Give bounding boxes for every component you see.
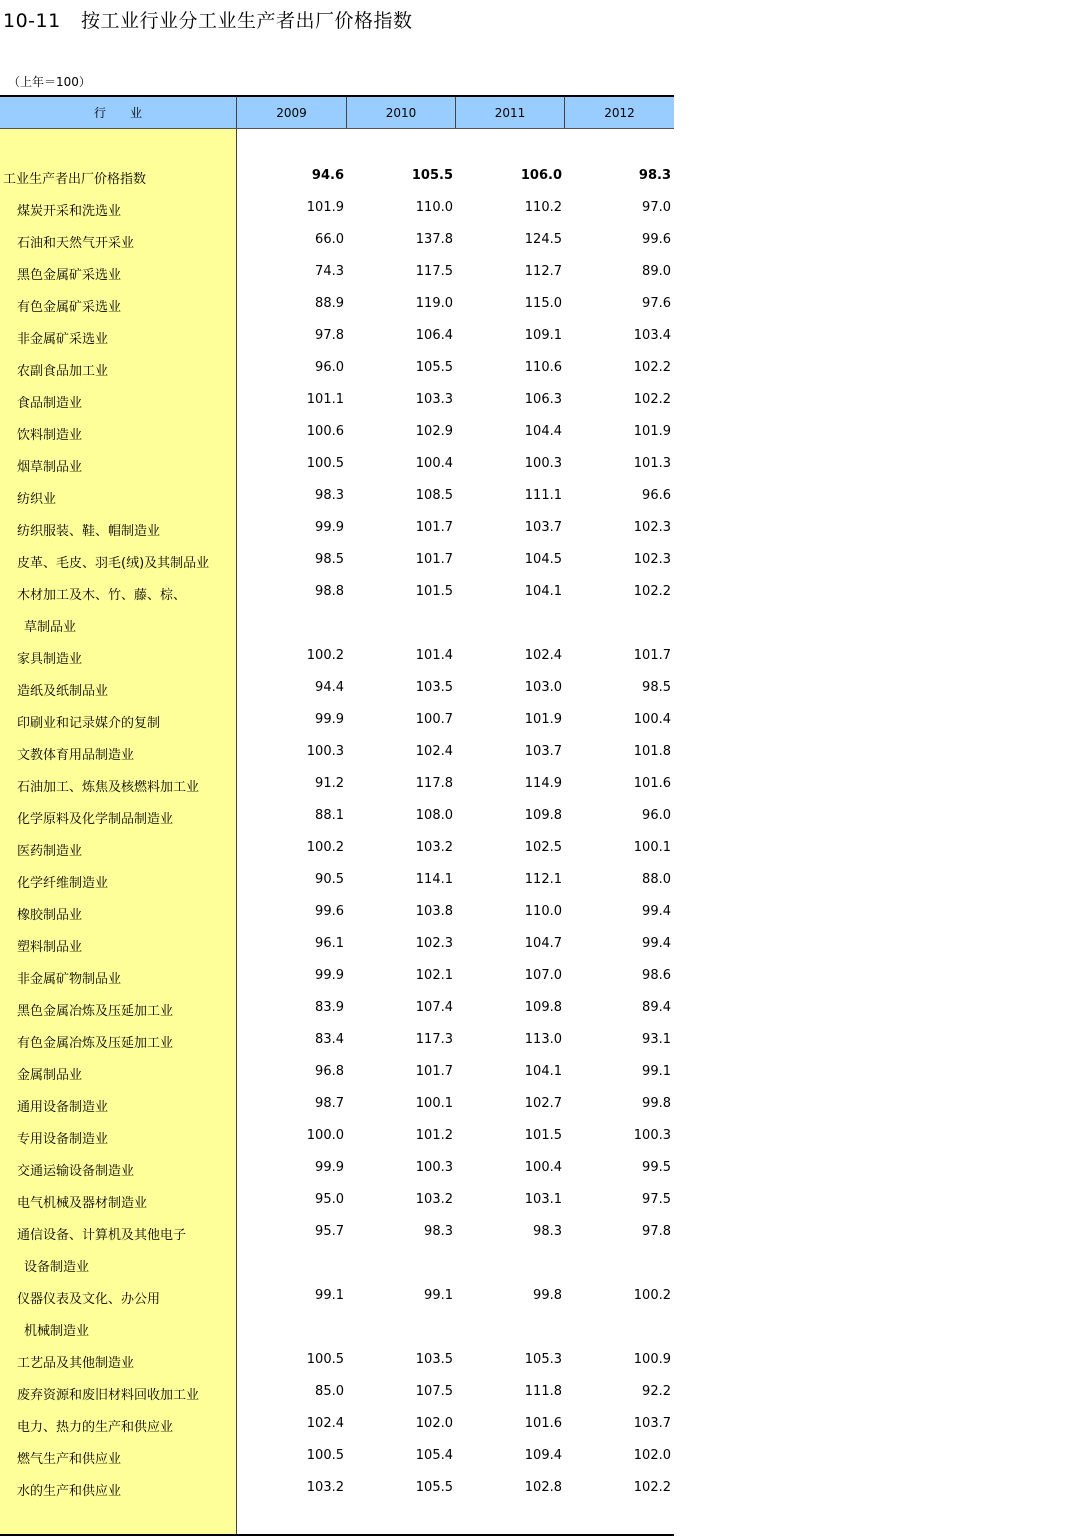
value-2012: 101.9 — [633, 424, 671, 439]
value-2009: 100.5 — [306, 1352, 344, 1367]
table-row — [0, 1345, 674, 1377]
table-row — [0, 225, 674, 257]
header-year-2011: 2011 — [494, 106, 526, 120]
value-2010: 106.4 — [415, 328, 453, 343]
table-row — [0, 1057, 674, 1089]
value-2010: 103.5 — [415, 680, 453, 695]
value-2012: 99.4 — [642, 936, 671, 951]
value-2011: 111.8 — [524, 1384, 562, 1399]
table-row — [0, 769, 674, 801]
table-row — [0, 257, 674, 289]
value-2011: 114.9 — [524, 776, 562, 791]
value-2011: 111.1 — [524, 488, 562, 503]
industry-name: 农副食品加工业 — [17, 364, 109, 379]
value-2009: 91.2 — [315, 776, 344, 791]
value-2010: 105.4 — [415, 1448, 453, 1463]
value-2011: 103.7 — [524, 744, 562, 759]
value-2012: 97.0 — [642, 200, 671, 215]
value-2011: 110.2 — [524, 200, 562, 215]
unit-note: （上年＝100） — [8, 75, 91, 89]
value-2012: 100.9 — [633, 1352, 671, 1367]
value-2010: 117.3 — [415, 1032, 453, 1047]
value-2011: 103.1 — [524, 1192, 562, 1207]
value-2009: 94.6 — [311, 168, 344, 183]
value-2010: 108.0 — [415, 808, 453, 823]
value-2009: 98.5 — [315, 552, 344, 567]
value-2009: 90.5 — [315, 872, 344, 887]
value-2009: 83.9 — [315, 1000, 344, 1015]
industry-name: 化学纤维制造业 — [17, 876, 109, 891]
table-number: 10-11 — [3, 10, 61, 32]
value-2009: 96.1 — [315, 936, 344, 951]
value-2011: 98.3 — [533, 1224, 562, 1239]
value-2011: 102.5 — [524, 840, 562, 855]
table-row — [0, 1377, 674, 1409]
table-row — [0, 897, 674, 929]
industry-name: 皮革、毛皮、羽毛(绒)及其制品业 — [17, 556, 210, 571]
industry-name: 设备制造业 — [24, 1260, 90, 1275]
table-row — [0, 929, 674, 961]
value-2009: 100.6 — [306, 424, 344, 439]
value-2012: 96.6 — [642, 488, 671, 503]
value-2009: 85.0 — [315, 1384, 344, 1399]
value-2011: 112.7 — [524, 264, 562, 279]
industry-name: 木材加工及木、竹、藤、棕、 — [17, 588, 187, 603]
value-2011: 104.7 — [524, 936, 562, 951]
value-2012: 99.1 — [642, 1064, 671, 1079]
header-industry: 行 业 — [93, 106, 142, 120]
value-2010: 102.4 — [415, 744, 453, 759]
value-2011: 101.9 — [524, 712, 562, 727]
table-title: 按工业行业分工业生产者出厂价格指数 — [81, 10, 413, 32]
value-2009: 100.2 — [306, 648, 344, 663]
value-2011: 106.0 — [520, 168, 562, 183]
value-2010: 103.3 — [415, 392, 453, 407]
value-2010: 100.3 — [415, 1160, 453, 1175]
value-2012: 102.3 — [633, 520, 671, 535]
value-2009: 99.6 — [315, 904, 344, 919]
table-row — [0, 449, 674, 481]
value-2012: 102.2 — [633, 392, 671, 407]
value-2009: 100.3 — [306, 744, 344, 759]
table-row — [0, 1121, 674, 1153]
header-year-2009: 2009 — [276, 106, 307, 120]
value-2012: 92.2 — [642, 1384, 671, 1399]
industry-name: 烟草制品业 — [17, 460, 83, 475]
value-2010: 114.1 — [415, 872, 453, 887]
table-row — [0, 673, 674, 705]
value-2011: 103.0 — [524, 680, 562, 695]
industry-name: 家具制造业 — [17, 652, 83, 667]
value-2011: 100.3 — [524, 456, 562, 471]
value-2012: 93.1 — [642, 1032, 671, 1047]
value-2010: 103.5 — [415, 1352, 453, 1367]
page-title — [3, 6, 413, 33]
industry-name: 黑色金属矿采选业 — [17, 268, 122, 283]
value-2010: 101.2 — [415, 1128, 453, 1143]
table-row — [0, 385, 674, 417]
table-row — [0, 801, 674, 833]
value-2010: 119.0 — [415, 296, 453, 311]
value-2010: 105.5 — [415, 1480, 453, 1495]
industry-name: 有色金属矿采选业 — [17, 300, 122, 315]
value-2012: 102.0 — [633, 1448, 671, 1463]
industry-name: 石油加工、炼焦及核燃料加工业 — [17, 780, 200, 795]
header-year-2010: 2010 — [385, 106, 417, 120]
value-2009: 66.0 — [315, 232, 344, 247]
table-row — [0, 705, 674, 737]
value-2010: 107.5 — [415, 1384, 453, 1399]
table-row — [0, 1473, 674, 1505]
value-2009: 101.9 — [306, 200, 344, 215]
value-2012: 102.2 — [633, 1480, 671, 1495]
value-2010: 102.9 — [415, 424, 453, 439]
value-2011: 103.7 — [524, 520, 562, 535]
industry-name: 电气机械及器材制造业 — [17, 1196, 148, 1211]
industry-name: 有色金属冶炼及压延加工业 — [17, 1036, 174, 1051]
header-year-2012: 2012 — [604, 106, 635, 120]
industry-name: 文教体育用品制造业 — [17, 748, 135, 763]
value-2010: 101.5 — [415, 584, 453, 599]
value-2010: 108.5 — [415, 488, 453, 503]
industry-name: 食品制造业 — [17, 396, 83, 411]
value-2009: 100.0 — [306, 1128, 344, 1143]
value-2009: 98.7 — [315, 1096, 344, 1111]
value-2011: 104.4 — [524, 424, 562, 439]
value-2009: 100.5 — [306, 456, 344, 471]
table-row — [0, 833, 674, 865]
value-2012: 97.6 — [642, 296, 671, 311]
industry-name: 金属制品业 — [17, 1068, 83, 1083]
value-2009: 74.3 — [315, 264, 344, 279]
value-2011: 104.1 — [524, 584, 562, 599]
value-2011: 110.0 — [524, 904, 562, 919]
value-2010: 100.4 — [415, 456, 453, 471]
industry-name: 草制品业 — [24, 620, 77, 635]
table-row — [0, 641, 674, 673]
value-2010: 117.8 — [415, 776, 453, 791]
table-row — [0, 737, 674, 769]
value-2012: 103.7 — [633, 1416, 671, 1431]
value-2010: 117.5 — [415, 264, 453, 279]
value-2010: 101.4 — [415, 648, 453, 663]
industry-name: 化学原料及化学制品制造业 — [17, 812, 174, 827]
industry-name: 废弃资源和废旧材料回收加工业 — [17, 1388, 200, 1403]
industry-name: 饮料制造业 — [17, 428, 83, 443]
value-2011: 109.4 — [524, 1448, 562, 1463]
value-2010: 99.1 — [424, 1288, 453, 1303]
value-2010: 100.1 — [415, 1096, 453, 1111]
value-2009: 100.5 — [306, 1448, 344, 1463]
value-2012: 98.3 — [638, 168, 671, 183]
total-row — [0, 161, 674, 193]
value-2011: 109.8 — [524, 808, 562, 823]
value-2012: 101.8 — [633, 744, 671, 759]
table-row — [0, 513, 674, 545]
value-2009: 97.8 — [315, 328, 344, 343]
value-2011: 124.5 — [524, 232, 562, 247]
table-row — [0, 417, 674, 449]
value-2010: 102.3 — [415, 936, 453, 951]
value-2009: 95.7 — [315, 1224, 344, 1239]
value-2009: 103.2 — [306, 1480, 344, 1495]
value-2012: 99.4 — [642, 904, 671, 919]
value-2009: 96.8 — [315, 1064, 344, 1079]
value-2010: 98.3 — [424, 1224, 453, 1239]
value-2009: 98.3 — [315, 488, 344, 503]
value-2012: 103.4 — [633, 328, 671, 343]
value-2012: 100.1 — [633, 840, 671, 855]
table-row — [0, 1153, 674, 1185]
industry-name: 机械制造业 — [24, 1324, 90, 1339]
table-row — [0, 545, 674, 577]
value-2012: 88.0 — [642, 872, 671, 887]
value-2010: 103.2 — [415, 840, 453, 855]
value-2009: 83.4 — [315, 1032, 344, 1047]
value-2012: 97.8 — [642, 1224, 671, 1239]
table-row — [0, 865, 674, 897]
table-row — [0, 481, 674, 513]
value-2009: 99.9 — [315, 968, 344, 983]
value-2011: 102.7 — [524, 1096, 562, 1111]
industry-name: 燃气生产和供应业 — [17, 1452, 122, 1467]
industry-name: 工艺品及其他制造业 — [17, 1356, 135, 1371]
value-2010: 102.1 — [415, 968, 453, 983]
value-2010: 105.5 — [415, 360, 453, 375]
value-2012: 89.0 — [642, 264, 671, 279]
value-2012: 99.8 — [642, 1096, 671, 1111]
industry-name: 交通运输设备制造业 — [17, 1164, 135, 1179]
table-row — [0, 1185, 674, 1217]
table-row — [0, 609, 674, 641]
value-2011: 102.4 — [524, 648, 562, 663]
industry-name: 纺织服装、鞋、帽制造业 — [17, 524, 161, 539]
table-row — [0, 289, 674, 321]
industry-name: 印刷业和记录媒介的复制 — [17, 716, 161, 731]
table-row — [0, 577, 674, 609]
value-2009: 94.4 — [315, 680, 344, 695]
table-row — [0, 1089, 674, 1121]
table-row — [0, 1313, 674, 1345]
table-row — [0, 321, 674, 353]
value-2010: 103.8 — [415, 904, 453, 919]
industry-name: 通用设备制造业 — [17, 1100, 109, 1115]
industry-name: 黑色金属冶炼及压延加工业 — [17, 1004, 174, 1019]
table-row — [0, 193, 674, 225]
industry-name: 纺织业 — [17, 492, 57, 507]
value-2010: 101.7 — [415, 520, 453, 535]
industry-name: 塑料制品业 — [17, 940, 83, 955]
value-2009: 102.4 — [306, 1416, 344, 1431]
table-row — [0, 993, 674, 1025]
value-2009: 88.9 — [315, 296, 344, 311]
value-2012: 100.2 — [633, 1288, 671, 1303]
value-2012: 96.0 — [642, 808, 671, 823]
value-2012: 97.5 — [642, 1192, 671, 1207]
value-2010: 137.8 — [415, 232, 453, 247]
value-2012: 101.6 — [633, 776, 671, 791]
value-2012: 101.7 — [633, 648, 671, 663]
value-2012: 98.5 — [642, 680, 671, 695]
industry-name: 非金属矿物制品业 — [17, 972, 122, 987]
value-2012: 99.5 — [642, 1160, 671, 1175]
value-2011: 110.6 — [524, 360, 562, 375]
table-row — [0, 1281, 674, 1313]
industry-name: 医药制造业 — [17, 844, 83, 859]
value-2012: 102.2 — [633, 360, 671, 375]
value-2010: 105.5 — [411, 168, 453, 183]
value-2011: 102.8 — [524, 1480, 562, 1495]
value-2011: 99.8 — [533, 1288, 562, 1303]
table-row — [0, 1441, 674, 1473]
value-2012: 101.3 — [633, 456, 671, 471]
value-2010: 100.7 — [415, 712, 453, 727]
table-row — [0, 1025, 674, 1057]
value-2009: 99.1 — [315, 1288, 344, 1303]
value-2010: 110.0 — [415, 200, 453, 215]
industry-name: 仪器仪表及文化、办公用 — [17, 1292, 161, 1307]
value-2012: 89.4 — [642, 1000, 671, 1015]
table-bottom-rule — [0, 1534, 674, 1536]
industry-name: 煤炭开采和洗选业 — [17, 204, 122, 219]
value-2010: 101.7 — [415, 1064, 453, 1079]
industry-name: 专用设备制造业 — [17, 1132, 109, 1147]
value-2011: 101.5 — [524, 1128, 562, 1143]
value-2009: 101.1 — [306, 392, 344, 407]
value-2011: 101.6 — [524, 1416, 562, 1431]
industry-name: 造纸及纸制品业 — [17, 684, 109, 699]
industry-name: 通信设备、计算机及其他电子 — [17, 1228, 187, 1243]
value-2011: 104.1 — [524, 1064, 562, 1079]
industry-name: 非金属矿采选业 — [17, 332, 109, 347]
value-2009: 99.9 — [315, 1160, 344, 1175]
value-2011: 113.0 — [524, 1032, 562, 1047]
value-2010: 107.4 — [415, 1000, 453, 1015]
value-2011: 115.0 — [524, 296, 562, 311]
industry-name: 电力、热力的生产和供应业 — [17, 1420, 174, 1435]
value-2011: 105.3 — [524, 1352, 562, 1367]
value-2010: 102.0 — [415, 1416, 453, 1431]
value-2012: 100.4 — [633, 712, 671, 727]
industry-name: 工业生产者出厂价格指数 — [3, 172, 147, 187]
value-2012: 100.3 — [633, 1128, 671, 1143]
value-2012: 102.2 — [633, 584, 671, 599]
value-2011: 100.4 — [524, 1160, 562, 1175]
value-2011: 109.8 — [524, 1000, 562, 1015]
value-2009: 96.0 — [315, 360, 344, 375]
table-row — [0, 961, 674, 993]
value-2010: 101.7 — [415, 552, 453, 567]
value-2010: 103.2 — [415, 1192, 453, 1207]
value-2009: 100.2 — [306, 840, 344, 855]
industry-name: 橡胶制品业 — [17, 908, 83, 923]
value-2011: 112.1 — [524, 872, 562, 887]
table-row — [0, 1249, 674, 1281]
value-2011: 106.3 — [524, 392, 562, 407]
value-2011: 109.1 — [524, 328, 562, 343]
value-2009: 99.9 — [315, 712, 344, 727]
value-2012: 102.3 — [633, 552, 671, 567]
industry-name: 石油和天然气开采业 — [17, 236, 135, 251]
value-2011: 107.0 — [524, 968, 562, 983]
value-2009: 98.8 — [315, 584, 344, 599]
value-2009: 95.0 — [315, 1192, 344, 1207]
value-2009: 99.9 — [315, 520, 344, 535]
value-2011: 104.5 — [524, 552, 562, 567]
industry-name: 水的生产和供应业 — [17, 1484, 122, 1499]
table-row — [0, 1217, 674, 1249]
table-row — [0, 1409, 674, 1441]
value-2009: 88.1 — [315, 808, 344, 823]
table-row — [0, 353, 674, 385]
table-header — [0, 97, 674, 129]
value-2012: 99.6 — [642, 232, 671, 247]
value-2012: 98.6 — [642, 968, 671, 983]
